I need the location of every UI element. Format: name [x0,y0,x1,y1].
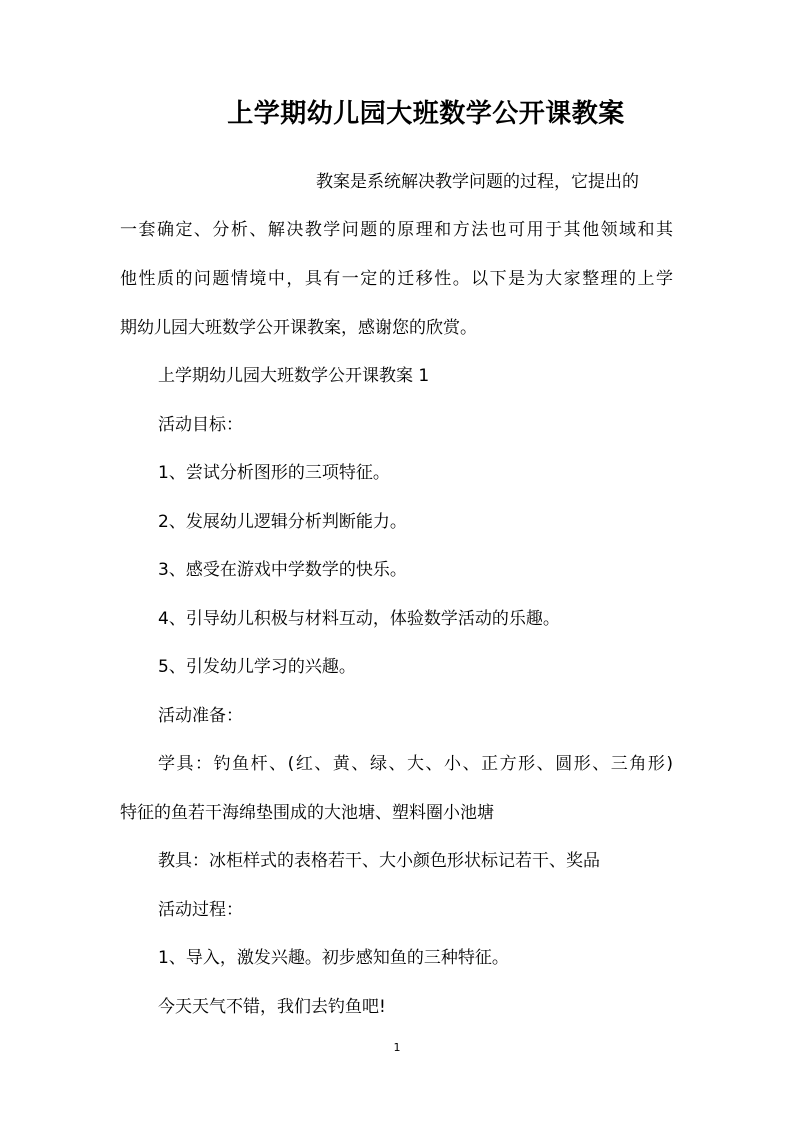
process-step-1: 1、导入，激发兴趣。初步感知鱼的三种特征。 [158,948,509,968]
goals-label: 活动目标： [158,415,243,435]
student-tools-line-2: 特征的鱼若干海绵垫围成的大池塘、塑料圈小池塘 [120,803,494,823]
goal-item-1: 1、尝试分析图形的三项特征。 [158,463,390,483]
section-heading: 上学期幼儿园大班数学公开课教案 1 [158,366,430,386]
page-number: 1 [393,1041,401,1054]
intro-line-3: 他性质的问题情境中，具有一定的迁移性。以下是为大家整理的上学 [120,269,673,289]
goal-item-3: 3、感受在游戏中学数学的快乐。 [158,560,407,580]
goal-item-2: 2、发展幼儿逻辑分析判断能力。 [158,512,407,532]
student-tools-line-1: 学具：钓鱼杆、(红、黄、绿、大、小、正方形、圆形、三角形) [158,754,673,774]
intro-line-2: 一套确定、分析、解决教学问题的原理和方法也可用于其他领域和其 [120,220,673,240]
process-label: 活动过程： [158,900,243,920]
goal-item-5: 5、引发幼儿学习的兴趣。 [158,657,356,677]
document-title: 上学期幼儿园大班数学公开课教案 [227,99,625,129]
intro-line-1: 教案是系统解决教学问题的过程，它提出的 [316,172,639,192]
process-step-1-text: 今天天气不错，我们去钓鱼吧! [158,997,386,1017]
teacher-tools: 教具：冰柜样式的表格若干、大小颜色形状标记若干、奖品 [158,851,600,871]
prep-label: 活动准备： [158,706,243,726]
goal-item-4: 4、引导幼儿积极与材料互动，体验数学活动的乐趣。 [158,609,560,629]
intro-line-4: 期幼儿园大班数学公开课教案，感谢您的欣赏。 [120,318,477,338]
